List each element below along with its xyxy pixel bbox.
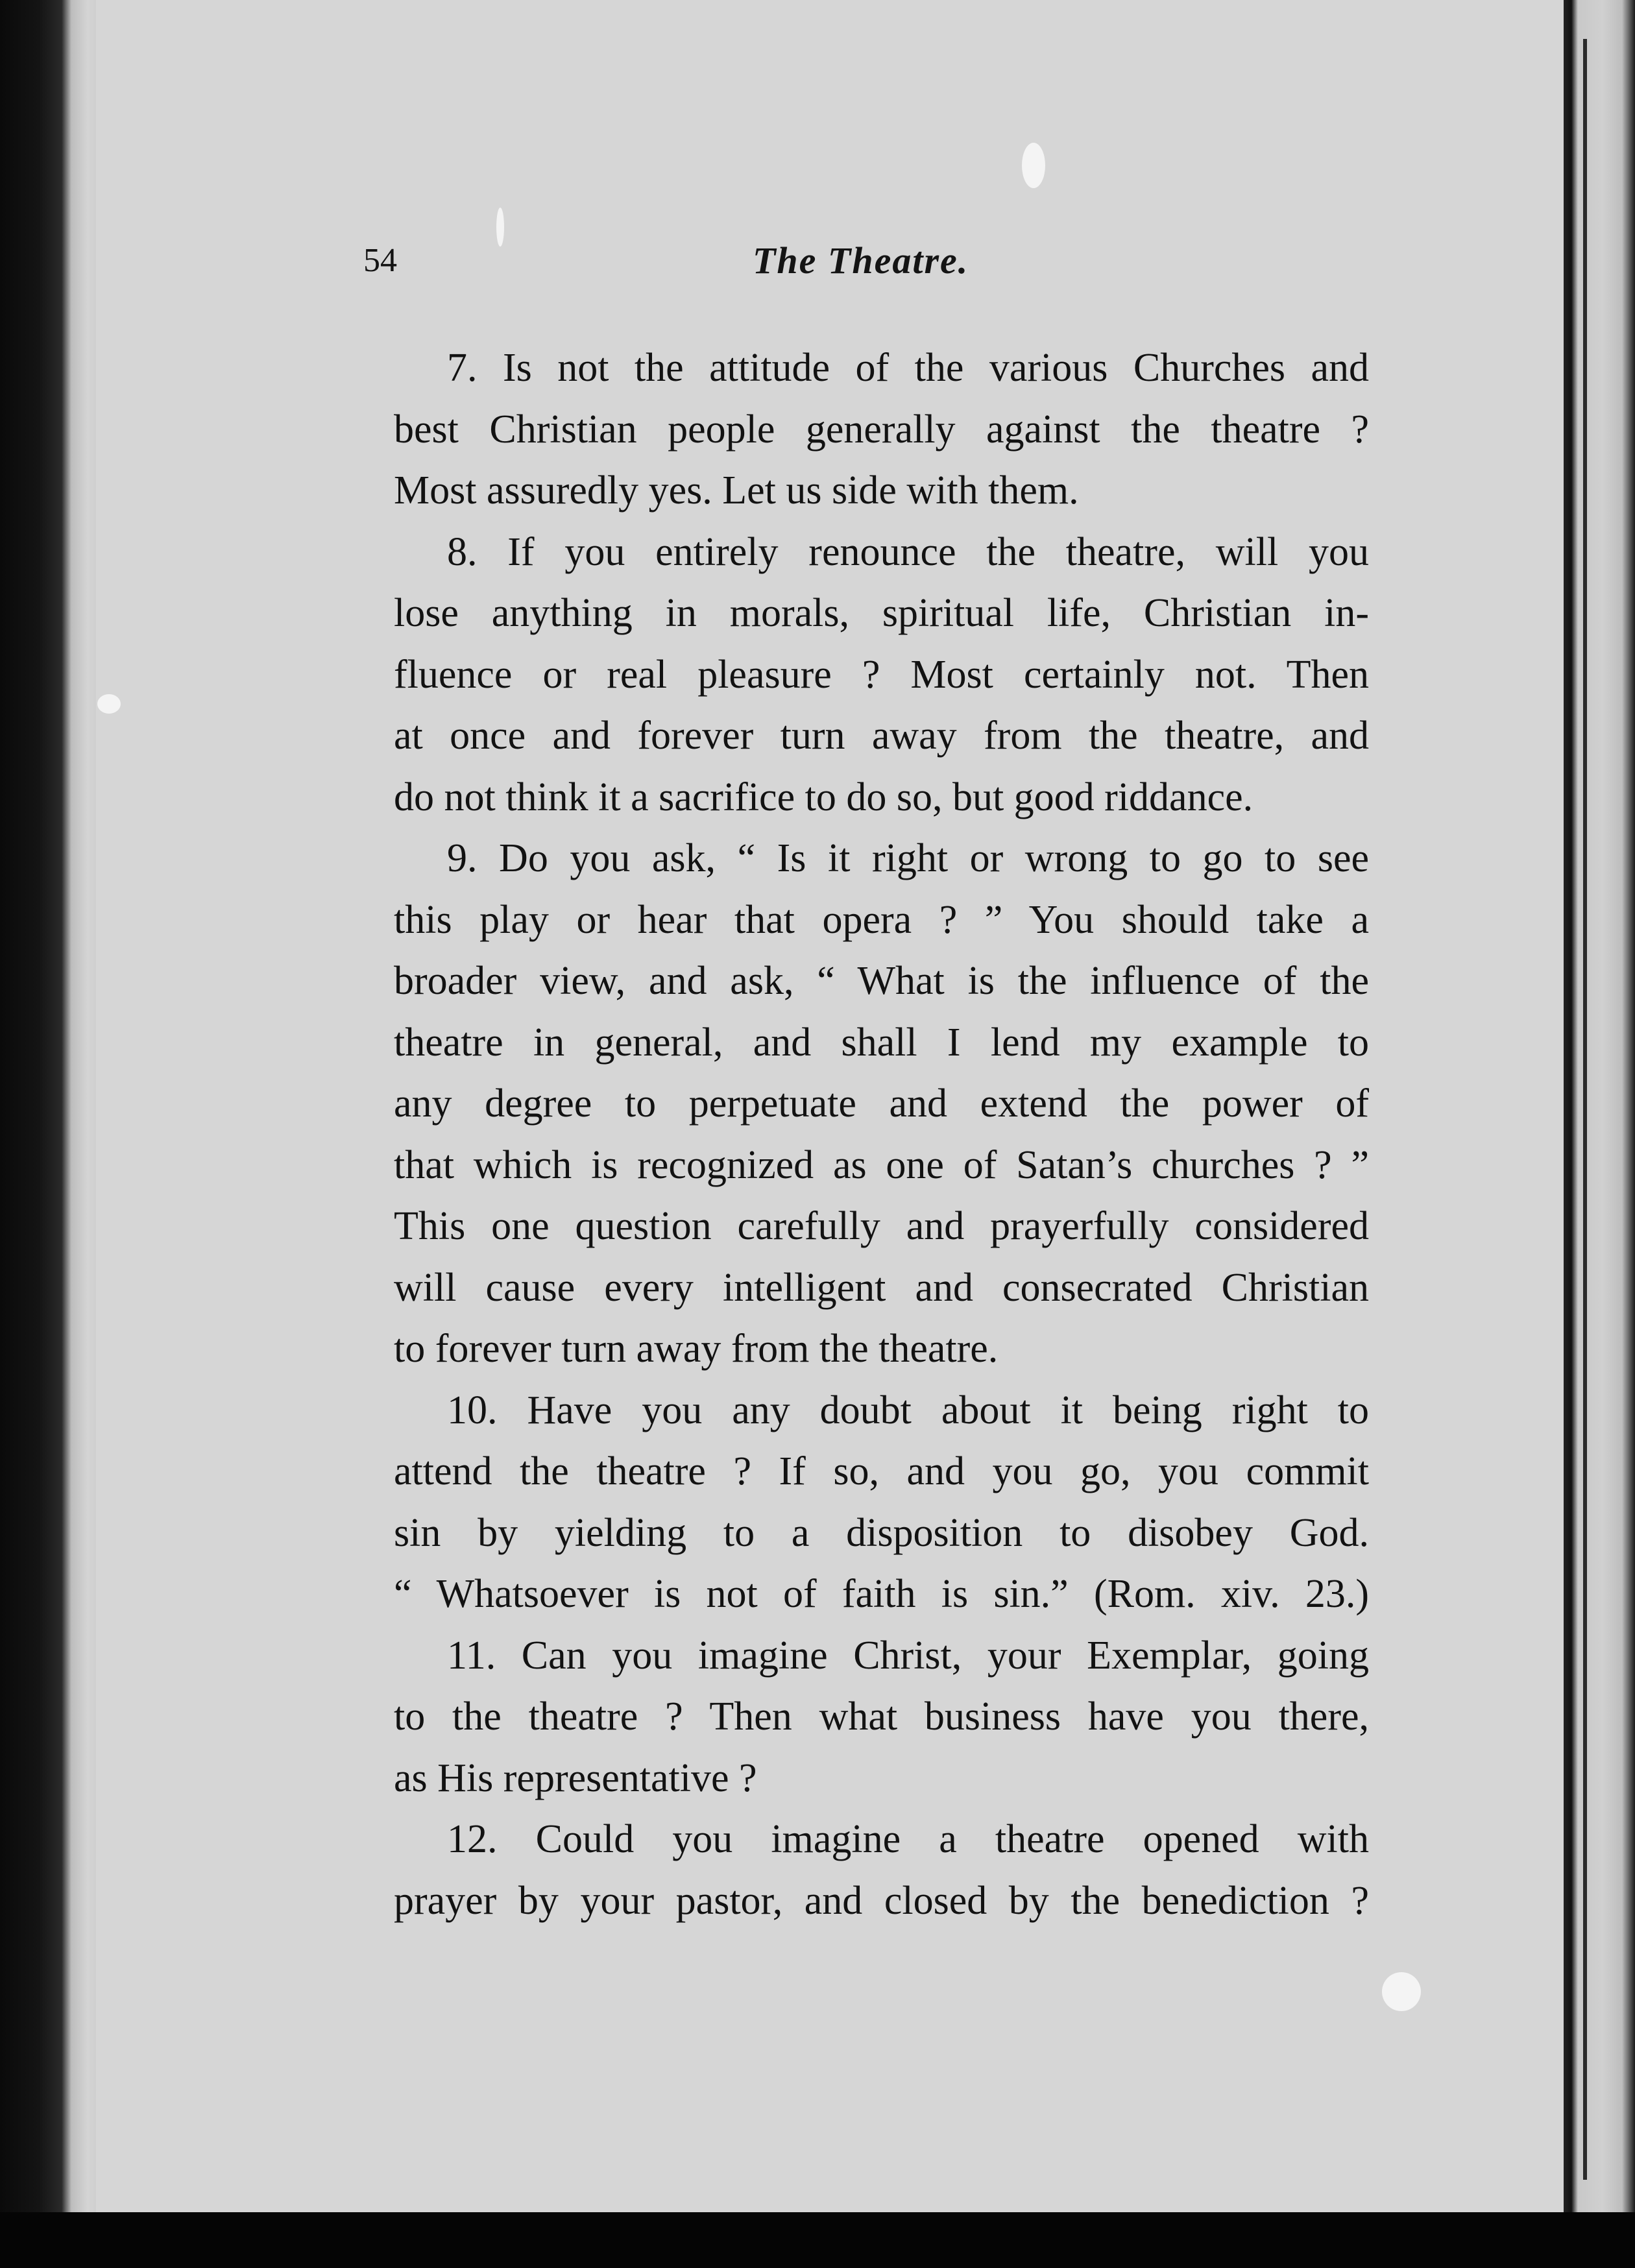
paragraph-8	[341, 522, 1369, 828]
text-line: 8. If you entirely renounce the theatre, will you	[447, 529, 1369, 574]
running-head	[363, 234, 1362, 298]
text-line: best Christian people generally against the theatre ?	[394, 407, 1369, 452]
text-line: lose anything in morals, spiritual life, Christian in-	[394, 591, 1369, 635]
text-line: broader view, and ask, “ What is the influence of the	[394, 959, 1369, 1003]
text-line: do not think it a sacrifice to do so, but good riddance.	[394, 775, 1254, 819]
scan-speck	[1022, 143, 1045, 188]
text-line: 12. Could you imagine a theatre opened with	[447, 1817, 1369, 1861]
text-line: 10. Have you any doubt about it being right to	[447, 1388, 1369, 1432]
text-line: 7. Is not the attitude of the various Churches and	[447, 346, 1369, 390]
text-line: to forever turn away from the theatre.	[394, 1327, 999, 1371]
text-line: attend the theatre ? If so, and you go, you commit	[394, 1449, 1369, 1493]
gutter-line	[1583, 39, 1587, 2180]
page-number: 54	[363, 242, 397, 279]
text-line: will cause every intelligent and consecrated Christian	[394, 1265, 1369, 1310]
text-line: fluence or real pleasure ? Most certainly not. Then	[394, 652, 1369, 697]
text-line: any degree to perpetuate and extend the power of	[394, 1081, 1369, 1126]
text-line: sin by yielding to a disposition to disobey God.	[394, 1510, 1369, 1555]
text-line: as His representative ?	[394, 1755, 757, 1800]
text-line: “ Whatsoever is not of faith is sin.” (Rom. xiv. 23.)	[394, 1572, 1369, 1616]
paragraph-7	[341, 337, 1369, 522]
text-line: prayer by your pastor, and closed by the benediction ?	[394, 1878, 1369, 1923]
scan-speck	[97, 694, 121, 714]
paragraph-11	[341, 1625, 1369, 1809]
book-spine-edge	[0, 0, 97, 2268]
scan-speck	[1382, 1972, 1421, 2011]
facing-page-edge	[1564, 0, 1635, 2219]
bottom-edge	[0, 2212, 1635, 2268]
text-line: that which is recognized as one of Satan’s churches ? ”	[394, 1142, 1369, 1187]
text-line: Most assuredly yes. Let us side with them.	[394, 468, 1079, 513]
text-line: 9. Do you ask, “ Is it right or wrong to go to see	[447, 836, 1369, 880]
text-line: at once and forever turn away from the theatre, and	[394, 714, 1369, 758]
text-line: theatre in general, and shall I lend my example to	[394, 1020, 1369, 1065]
paragraph-10	[341, 1380, 1369, 1625]
paragraph-9	[341, 828, 1369, 1380]
text-line: 11. Can you imagine Christ, your Exemplar, going	[447, 1633, 1369, 1678]
body-text	[341, 337, 1369, 1931]
paragraph-12	[341, 1809, 1369, 1931]
text-line: this play or hear that opera ? ” You should take a	[394, 897, 1369, 942]
text-line: This one question carefully and prayerfully considered	[394, 1204, 1369, 1248]
text-line: to the theatre ? Then what business have you there,	[394, 1695, 1369, 1739]
running-title: The Theatre.	[753, 239, 969, 282]
